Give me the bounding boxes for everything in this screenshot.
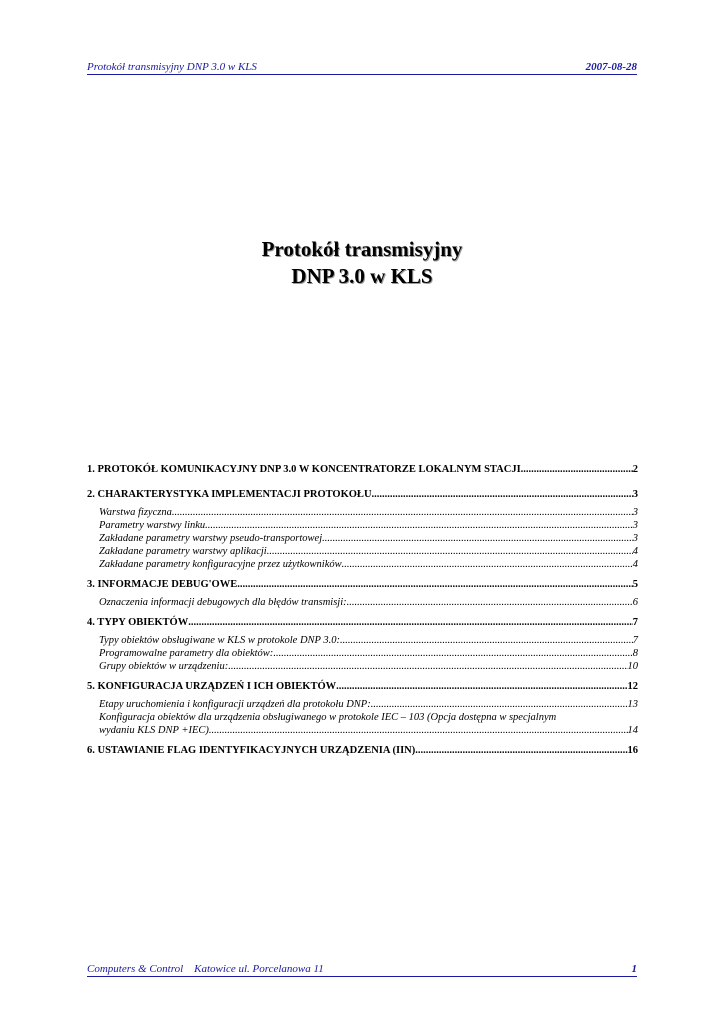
title-line-2: DNP 3.0 w KLS (291, 264, 433, 288)
toc-page-number: 16 (627, 745, 638, 756)
toc-entry-title: Warstwa fizyczna (99, 507, 172, 518)
toc-section-1[interactable] (87, 462, 638, 477)
toc-section-6[interactable] (87, 743, 638, 758)
toc-page-number: 10 (627, 661, 638, 672)
toc-subentry[interactable] (87, 519, 638, 532)
footer-company-address: Computers & Control Katowice ul. Porcelanowa 11 (87, 963, 324, 975)
toc-subentry[interactable] (87, 545, 638, 558)
toc-page-number: 3 (632, 520, 638, 531)
toc-entry-title: Parametry warstwy linku (99, 520, 206, 531)
toc-section-3[interactable] (87, 577, 638, 592)
toc-section-2[interactable] (87, 487, 638, 502)
toc-subentry[interactable] (87, 698, 638, 711)
toc-entry-title: Zakładane parametry warstwy aplikacji (99, 546, 267, 557)
toc-section-4[interactable] (87, 615, 638, 630)
toc-entry-title: Grupy obiektów w urządzeniu: (99, 661, 229, 672)
page-footer (87, 962, 637, 977)
toc-page-number: 3 (632, 489, 638, 500)
toc-page-number: 4 (632, 546, 638, 557)
toc-entry-title: 6. USTAWIANIE FLAG IDENTYFIKACYJNYCH URZĄDZENIA (IIN) (87, 745, 416, 756)
toc-page-number: 12 (627, 681, 638, 692)
toc-subentry[interactable] (87, 506, 638, 519)
toc-entry-title: 4. TYPY OBIEKTÓW (87, 617, 189, 628)
toc-subentry[interactable] (87, 596, 638, 609)
toc-subentry[interactable] (87, 558, 638, 571)
toc-entry-title: Typy obiektów obsługiwane w KLS w protokole DNP 3.0: (99, 635, 341, 646)
toc-page-number: 7 (632, 617, 638, 628)
document-title (0, 236, 724, 290)
table-of-contents (87, 462, 638, 758)
toc-page-number: 6 (632, 597, 638, 608)
toc-entry-title: 5. KONFIGURACJA URZĄDZEŃ I ICH OBIEKTÓW (87, 681, 337, 692)
toc-section-5[interactable] (87, 679, 638, 694)
toc-page-number: 7 (632, 635, 638, 646)
toc-page-number: 3 (632, 533, 638, 544)
title-line-1: Protokół transmisyjny (261, 237, 463, 261)
toc-page-number: 14 (627, 725, 638, 736)
toc-entry-title: 3. INFORMACJE DEBUG'OWE (87, 579, 238, 590)
toc-page-number: 3 (632, 507, 638, 518)
toc-entry-title: Zakładane parametry warstwy pseudo-transportowej (99, 533, 323, 544)
toc-page-number: 13 (627, 699, 638, 710)
toc-entry-title: Etapy uruchomienia i konfiguracji urządzeń dla protokołu DNP: (99, 699, 371, 710)
toc-entry-title-line-2: wydaniu KLS DNP +IEC) (99, 725, 209, 736)
toc-subentry[interactable] (87, 647, 638, 660)
toc-subentry[interactable] (87, 634, 638, 647)
header-date: 2007-08-28 (585, 61, 637, 73)
toc-page-number: 8 (632, 648, 638, 659)
footer-page-number: 1 (631, 963, 637, 975)
toc-subentry-wrapped[interactable] (87, 711, 638, 737)
toc-subentry[interactable] (87, 532, 638, 545)
toc-entry-title: 2. CHARAKTERYSTYKA IMPLEMENTACJI PROTOKOŁU (87, 489, 372, 500)
toc-page-number: 2 (632, 464, 638, 475)
toc-subentry[interactable] (87, 660, 638, 673)
page-header (87, 60, 637, 75)
toc-entry-title: Zakładane parametry konfiguracyjne przez użytkowników (99, 559, 342, 570)
toc-entry-title: Oznaczenia informacji debugowych dla błędów transmisji: (99, 597, 347, 608)
toc-entry-title: 1. PROTOKÓŁ KOMUNIKACYJNY DNP 3.0 W KONCENTRATORZE LOKALNYM STACJI (87, 464, 521, 475)
toc-entry-title: Programowalne parametry dla obiektów: (99, 648, 274, 659)
header-document-title: Protokół transmisyjny DNP 3.0 w KLS (87, 61, 257, 73)
toc-page-number: 4 (632, 559, 638, 570)
toc-page-number: 5 (632, 579, 638, 590)
toc-entry-title-line-1: Konfiguracja obiektów dla urządzenia obsługiwanego w protokole IEC – 103 (Opcja dostępna w specjalnym (99, 712, 557, 723)
